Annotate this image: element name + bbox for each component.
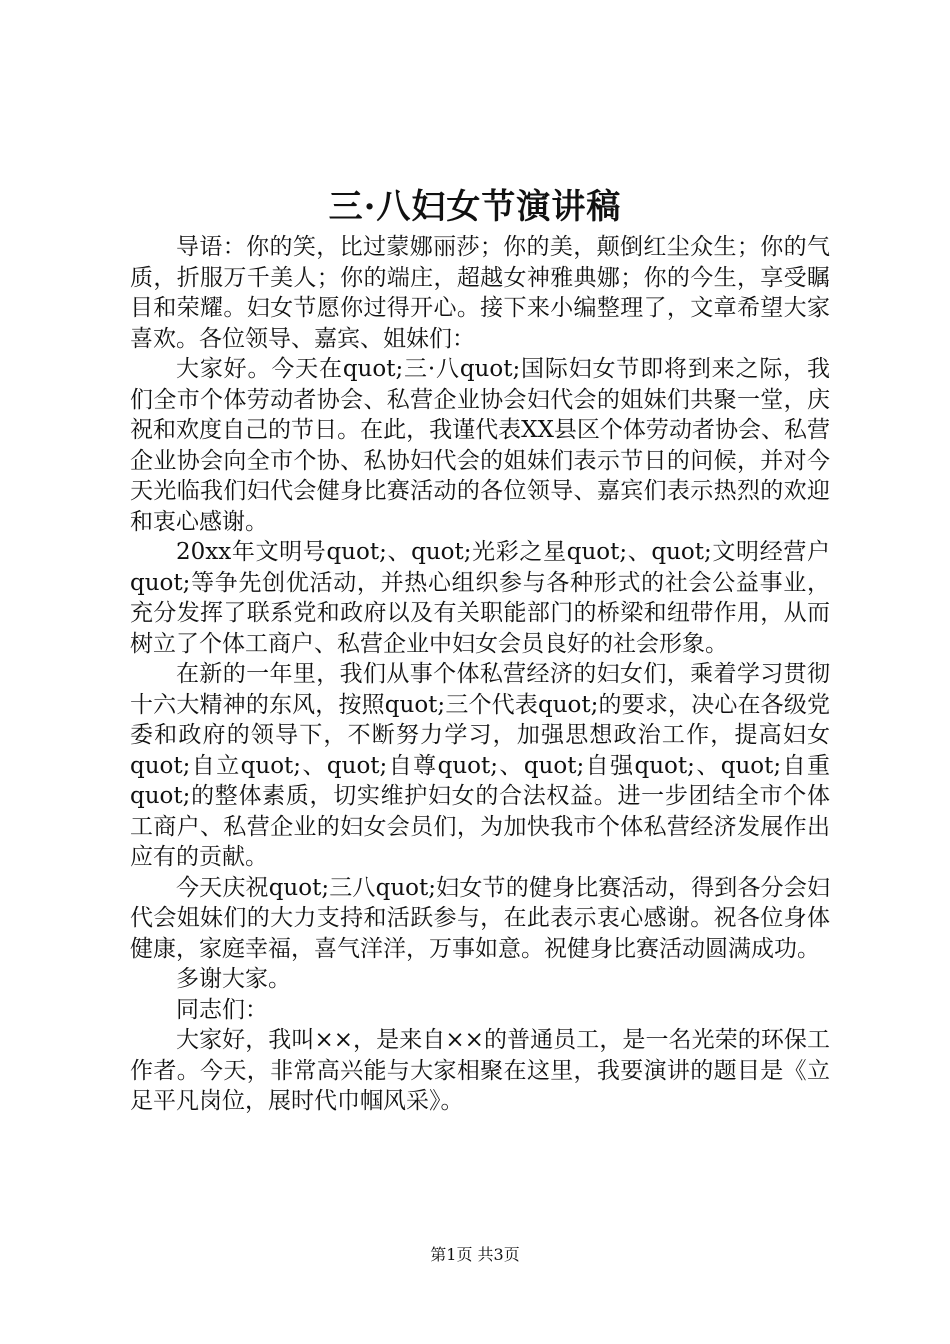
paragraph-salutation: 同志们：: [176, 996, 268, 1023]
document-body: [130, 232, 830, 1117]
paragraph-greeting: 大家好。今天在quot;三·八quot;国际妇女节即将到来之际，我们全市个体劳动者协会、私营企业协会妇代会的姐妹们共聚一堂，庆祝和欢度自己的节日。在此，我谨代表XX县区个体劳动者协会、私营企业协会向全市个协、私协妇代会的姐妹们表示节日的问候，并对今天光临我们妇代会健身比赛活动的各位领导、嘉宾们表示热烈的欢迎和衷心感谢。: [130, 356, 830, 535]
paragraph-achievements: 20xx年文明号quot;、quot;光彩之星quot;、quot;文明经营户quot;等争先创优活动，并热心组织参与各种形式的社会公益事业，充分发挥了联系党和政府以及有关职能部门的桥梁和纽带作用，从而树立了个体工商户、私营企业中妇女会员良好的社会形象。: [130, 539, 830, 657]
paragraph-new-year: 在新的一年里，我们从事个体私营经济的妇女们，乘着学习贯彻十六大精神的东风，按照quot;三个代表quot;的要求，决心在各级党委和政府的领导下，不断努力学习，加强思想政治工作，提高妇女quot;自立quot;、quot;自尊quot;、quot;自强quot;、quot;自重quot;的整体素质，切实维护妇女的合法权益。进一步团结全市个体工商户、私营企业的妇女会员们，为加快我市个体私营经济发展作出应有的贡献。: [130, 661, 830, 870]
paragraph-celebration: 今天庆祝quot;三八quot;妇女节的健身比赛活动，得到各分会妇代会姐妹们的大力支持和活跃参与，在此表示衷心感谢。祝各位身体健康，家庭幸福，喜气洋洋，万事如意。祝健身比赛活动圆满成功。: [130, 874, 830, 962]
paragraph-thanks: 多谢大家。: [176, 966, 291, 992]
page-number-footer: 第1页 共3页: [430, 1245, 520, 1264]
paragraph-intro: 导语：你的笑，比过蒙娜丽莎；你的美，颠倒红尘众生；你的气质，折服万千美人；你的端庄，超越女神雅典娜；你的今生，享受瞩目和荣耀。妇女节愿你过得开心。接下来小编整理了，文章希望大家喜欢。各位领导、嘉宾、姐妹们：: [130, 234, 830, 352]
paragraph-introduction: 大家好，我叫××，是来自××的普通员工，是一名光荣的环保工作者。今天，非常高兴能与大家相聚在这里，我要演讲的题目是《立足平凡岗位，展时代巾帼风采》。: [130, 1027, 830, 1114]
document-title: 三·八妇女节演讲稿: [328, 187, 622, 227]
